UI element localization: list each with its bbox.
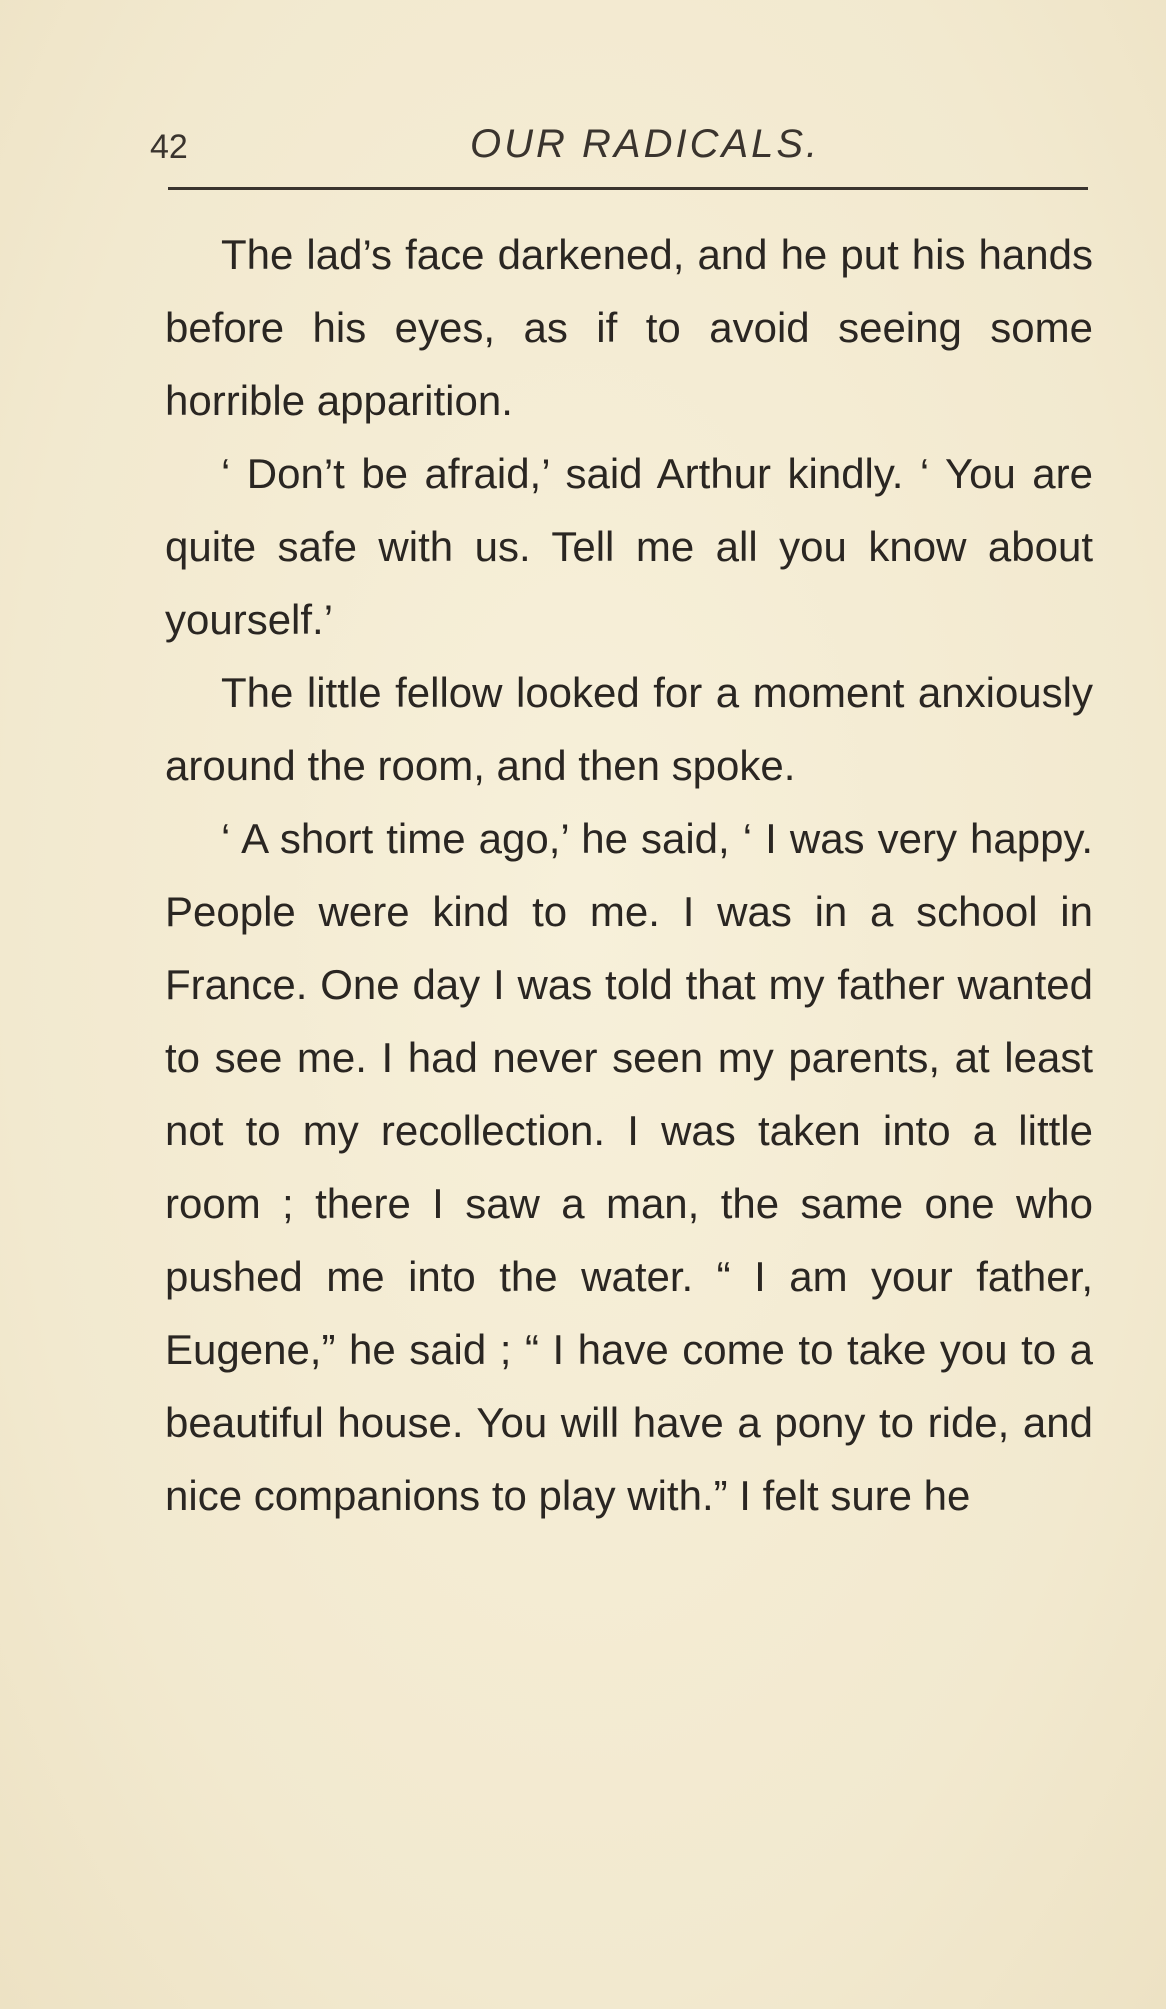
page-number: 42 xyxy=(150,128,188,166)
running-title: OUR RADICALS. xyxy=(470,122,821,166)
paragraph-2: ‘ Don’t be afraid,’ said Arthur kindly. ‘ You are quite safe with us. Tell me all you know about yourself.’ xyxy=(165,450,1093,643)
paragraph-3: The little fellow looked for a moment anxiously around the room, and then spoke. xyxy=(165,669,1093,789)
body-text xyxy=(165,218,1093,1532)
header-rule xyxy=(168,187,1088,190)
running-head xyxy=(150,122,1080,182)
paragraph-4: ‘ A short time ago,’ he said, ‘ I was very happy. People were kind to me. I was in a school in France. One day I was told that my father wanted to see me. I had never seen my parents, at least not to my recollection. I was taken into a little room ; there I saw a man, the same one who pushed me into the water. “ I am your father, Eugene,” he said ; “ I have come to take you to a beautiful house. You will have a pony to ride, and nice companions to play with.” I felt sure he xyxy=(165,815,1093,1519)
paragraph-1: The lad’s face darkened, and he put his hands before his eyes, as if to avoid seeing some horrible apparition. xyxy=(165,231,1093,424)
